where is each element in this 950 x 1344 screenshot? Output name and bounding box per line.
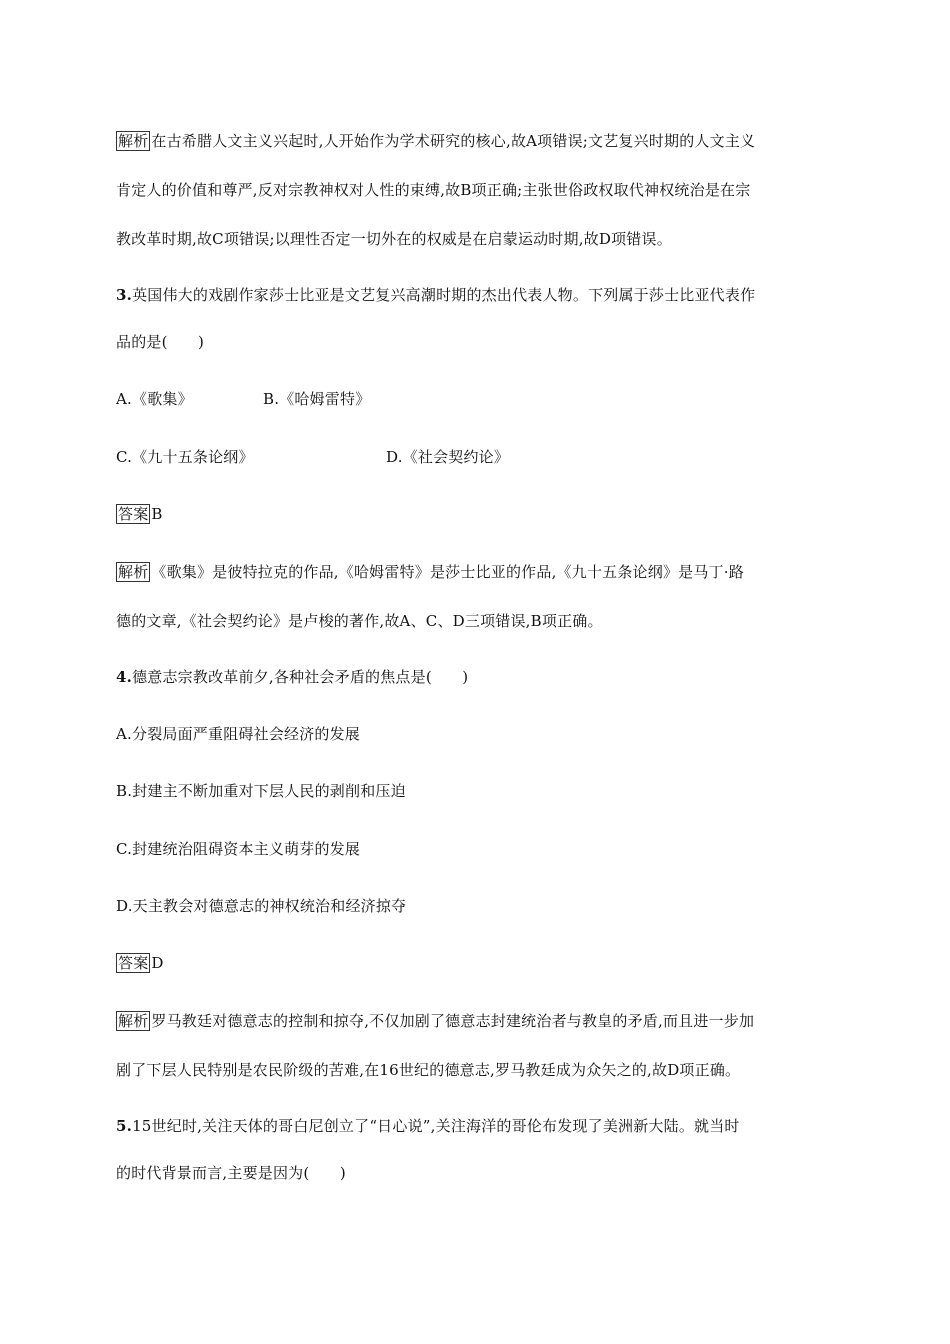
answer-tag: 答案 (118, 505, 149, 523)
q2-analysis-line-1 (116, 130, 836, 152)
analysis-text: 在古希腊人文主义兴起时,人开始作为学术研究的核心,故A项错误;文艺复兴时期的人文主义 (151, 132, 756, 150)
analysis-text: 罗马教廷对德意志的控制和掠夺,不仅加剧了德意志封建统治者与教皇的矛盾,而且进一步加 (151, 1012, 755, 1030)
q4-answer (116, 952, 836, 974)
question-stem: 英国伟大的戏剧作家莎士比亚是文艺复兴高潮时期的杰出代表人物。下列属于莎士比亚代表作 (132, 286, 756, 304)
option-c: C.《九十五条论纲》 (116, 448, 254, 466)
q4-analysis-line-1 (116, 1010, 836, 1032)
q3-answer (116, 503, 836, 525)
option-a: A.《歌集》 (116, 390, 193, 408)
q5-stem-line-2: 的时代背景而言,主要是因为( ) (116, 1164, 346, 1182)
q2-analysis-line-2: 肯定人的价值和尊严,反对宗教神权对人性的束缚,故B项正确;主张世俗政权取代神权统治是在宗 (116, 181, 751, 199)
q3-analysis-line-1 (116, 561, 836, 583)
option-b: B.《哈姆雷特》 (263, 390, 371, 408)
question-stem: 15世纪时,关注天体的哥白尼创立了“日心说”,关注海洋的哥伦布发现了美洲新大陆。就当时 (132, 1117, 740, 1135)
q3-stem-line-2: 品的是( ) (116, 333, 205, 351)
answer-value: B (151, 505, 163, 523)
question-number: 3. (116, 286, 133, 304)
q2-analysis-line-3: 教改革时期,故C项错误;以理性否定一切外在的权威是在启蒙运动时期,故D项错误。 (116, 230, 672, 248)
analysis-tag: 解析 (118, 132, 149, 150)
analysis-tag: 解析 (118, 1012, 149, 1030)
q4-option-d: D.天主教会对德意志的神权统治和经济掠夺 (116, 897, 407, 915)
q3-stem-line-1 (116, 284, 836, 306)
answer-value: D (151, 954, 164, 972)
analysis-text: 《歌集》是彼特拉克的作品,《哈姆雷特》是莎士比亚的作品,《九十五条论纲》是马丁·路 (151, 563, 744, 581)
question-number: 4. (116, 668, 133, 686)
answer-tag: 答案 (118, 954, 149, 972)
q3-options-row-2 (116, 446, 836, 468)
q5-stem-line-1 (116, 1115, 836, 1137)
q4-option-b: B.封建主不断加重对下层人民的剥削和压迫 (116, 782, 406, 800)
q3-analysis-line-2: 德的文章,《社会契约论》是卢梭的著作,故A、C、D三项错误,B项正确。 (116, 612, 603, 630)
question-number: 5. (116, 1117, 133, 1135)
analysis-tag: 解析 (118, 563, 149, 581)
option-d: D.《社会契约论》 (386, 448, 510, 466)
q4-stem (116, 666, 836, 688)
q4-analysis-line-2: 剧了下层人民特别是农民阶级的苦难,在16世纪的德意志,罗马教廷成为众矢之的,故D项正确。 (116, 1061, 741, 1079)
question-stem: 德意志宗教改革前夕,各种社会矛盾的焦点是( ) (132, 668, 469, 686)
q3-options-row-1 (116, 388, 836, 410)
q4-option-c: C.封建统治阻碍资本主义萌芽的发展 (116, 840, 361, 858)
q4-option-a: A.分裂局面严重阻碍社会经济的发展 (116, 725, 361, 743)
